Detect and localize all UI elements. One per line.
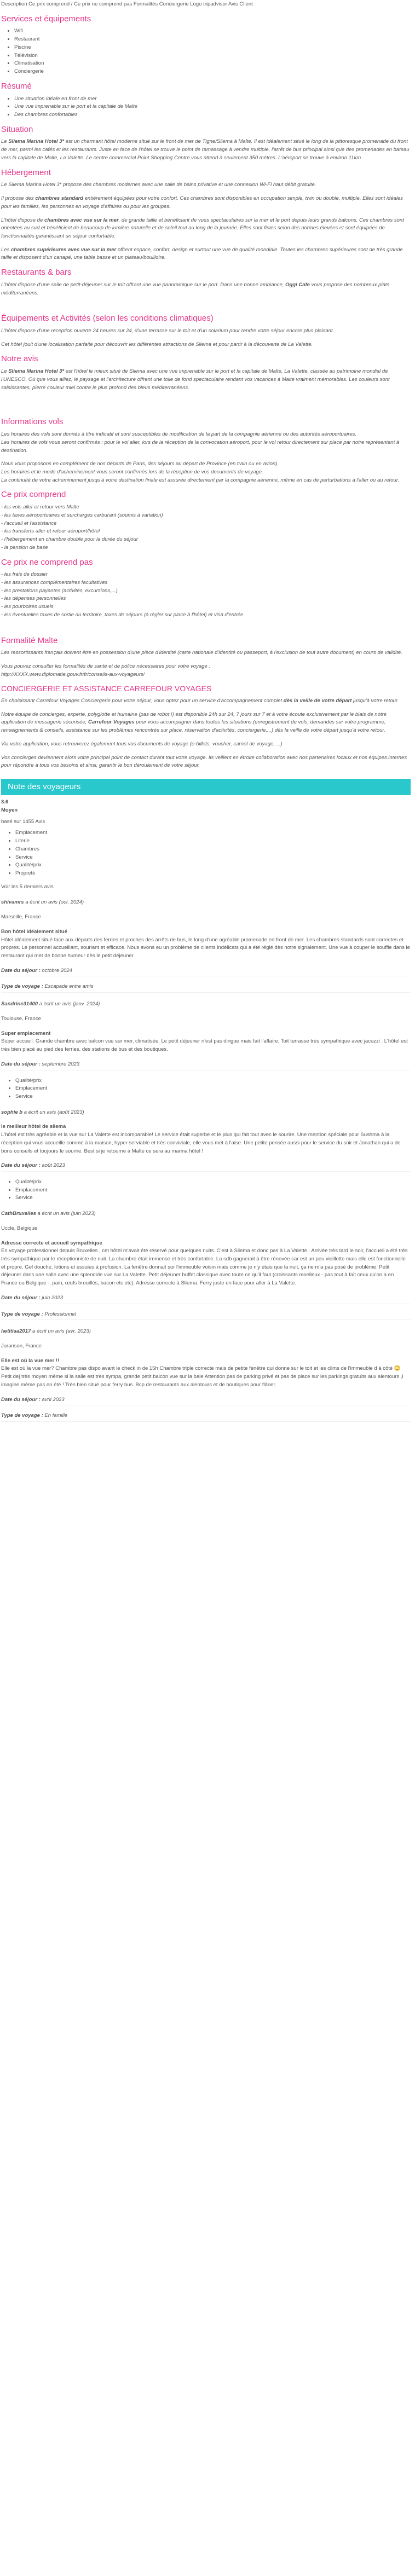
list-item: - les taxes aéroportuaires et surcharges carburant (soumis à variation)	[1, 512, 163, 518]
list-item: - les pourboires usuels	[1, 604, 54, 610]
hebergement-paragraph: L'hôtel dispose de chambres avec vue sur la mer, de grande taille et bénéficiant de vues spectaculaires sur la mer et le port depuis leurs grands balcons. Ces chambres sont orientées au sud et bénéficient de beaucoup de lumière naturelle et de soleil tout au long de la journée. Elles sont finies selon des normes élevées et sont équipées de fonctionnalités garantissant un séjour confortable.	[1, 217, 404, 239]
list-item: • Télévision	[14, 52, 411, 60]
review-criteria-list	[15, 1178, 411, 1202]
review-trip-type: Type de voyage : Escapade entre amis	[1, 983, 411, 993]
review-item: CathBruxelles a écrit un avis (juin 2023) Uccle, Belgique Adresse correcte et accueil sympathique En voyage professionnel depuis Bruxelles , cet hôtel m'avait été réservé pour quelques nuits. C'est à Sliema et donc pas à La Valette . Arrivée très tard le soir, l'accueil a été très très sympathique par le réceptionniste de nuit. La chambre était immense et très confortable. La sdb gagnerait à être rénovée car est un peu vieillotte mais elle est fonctionnelle et propre. Gel douche, lotions et essuies à profusion. La fenêtre donnait sur l'immeuble voisin mais comme je n'y étais que la nuit, ça ne m'a pas posé de problème. Petit déjeuner dans une salle avec une splendide vue sur La Valette. Petit déjeuner buffet classique avec toute ce qu'il faut (croissants moelleux - pas tout à fait ceux qu'on a en France ou Belgique -, pain, œufs brouillés, bacon etc etc). Adresse correcte à Sliema. Ferry juste en face pour aller à La Valette. Date du séjour : juin 2023 Type de voyage : Professionnel	[1, 1210, 411, 1320]
review-trip-type: Type de voyage : Professionnel	[1, 1311, 411, 1321]
list-item: • Wifi	[14, 27, 411, 36]
rating-basis: basé sur 1455 Avis	[1, 818, 45, 825]
list-item: - la pension de base	[1, 544, 48, 551]
notre-avis-title: Notre avis	[1, 354, 38, 364]
list-item: - l'accueil et l'assistance	[1, 520, 57, 526]
list-item: • Piscine	[14, 44, 411, 52]
resume-title: Résumé	[1, 81, 32, 91]
services-list	[14, 27, 411, 76]
formalites-paragraph: Vous pouvez consulter les formalités de santé et de police nécessaires pour votre voyage : http://XXXX.www.diplomatie.gouv.fr/fr/conseils-aux-voyageurs/	[1, 663, 210, 678]
list-item: - les transferts aller et retour aéroport/hôtel	[1, 528, 100, 535]
list-item: - l'hébergement en chambre double pour la durée du séjour	[1, 536, 139, 543]
hebergement-paragraph: Le Sliema Marina Hotel 3* propose des chambres modernes avec une salle de bains privative et une connexion Wi-Fi haut débit gratuite.	[1, 182, 316, 188]
notre-avis-paragraph: Le Sliema Marina Hotel 3* est l'hôtel le mieux situé de Sliema avec une vue imprenable sur le port et la capitale de Malte, La Valette, classée au patrimoine mondial de l'UNESCO. Où que vous alliez, le paysage et l'architecture offrent une toile de fond spectaculaire rendant vos vacances à Malte vraiment mémorables. Les couleurs sont saisissantes, pierre couleur miel contre le plus profond des bleus méditerranéens.	[1, 368, 390, 391]
prix-ne-comprend-list	[1, 571, 411, 619]
hotel-name: Sliema Marina Hotel 3*	[8, 138, 65, 145]
list-item: • Literie	[15, 837, 411, 846]
review-item: sophie b a écrit un avis (août 2023) le meilleur hôtel de sliema L'hôtel est très agréable et la vue sur La Valette est incomparable! Le service était superbe et le plus qui fait tout avec le sourire. Une mention spéciale pour Sushma à la réception qui vous accueille comme à la maison, hyper serviable et très conviviale, elle vous met à l'aise. Une petite pensée aussi pour le service du soir et Jonathan qui a de bons conseils et toujours le sourire. Best si je retourne à Malte ce sera au marina hôtel ! Date du séjour : août 2023 • Qualité/prix • Emplacement • Service	[1, 1109, 411, 1202]
prix-comprend-list	[1, 503, 411, 552]
review-title: Super emplacement	[1, 1030, 51, 1037]
list-item: • Qualité/prix	[15, 861, 411, 870]
formalites-link[interactable]: http://XXXX.www.diplomatie.gouv.fr/fr/conseils-aux-voyageurs/	[1, 671, 145, 678]
list-item: • Chambres	[15, 846, 411, 854]
review-text: En voyage professionnel depuis Bruxelles , cet hôtel m'avait été réservé pour quelques nuits. C'est à Sliema et donc pas à La Valette . Arrivée très tard le soir, l'accueil a été très très sympathique par le réceptionniste de nuit. La chambre était immense et très confortable. La sdb gagnerait à être rénovée car est un peu vieillotte mais elle est fonctionnelle et propre. Gel douche, lotions et essuies à profusion. La fenêtre donnait sur l'immeuble voisin mais comme je n'y étais que la nuit, ça ne m'a pas posé de problème. Petit déjeuner dans une salle avec une splendide vue sur La Valette. Petit déjeuner buffet classique avec toute ce qu'il faut (croissants moelleux - pas tout à fait ceux qu'on a en France ou Belgique -, pain, œufs brouillés, bacon etc etc). Adresse correcte à Sliema. Ferry juste en face pour aller à La Valette.	[1, 1248, 408, 1287]
list-item: • Une situation idéale en front de mer	[14, 95, 411, 103]
review-item: shivamrs a écrit un avis (oct. 2024) Marseille, France Bon hôtel idéalement situé Hôtel idéalement situé face aux départs des ferries et proches des arrêts de bus, le long d'une agréable promenade en front de mer. Les chambres standards sont correctes et propres. Le personnel accueillant, souriant et efficace. Nous avons eu un problème de clients indélicats qui a été réglé dès notre signalement. Une vue à couper le souffle dans le restaurant qui met de bonne humeur dès le petit déjeuner. Date du séjour : octobre 2024 Type de voyage : Escapade entre amis	[1, 899, 411, 993]
hebergement-paragraph: Les chambres supérieures avec vue sur la mer offrent espace, confort, design et surtout une vue de qualité mondiale. Toutes les chambres supérieures sont de très grande taille et disposent d'un canapé, une table basse et un plateau/bouilloire.	[1, 246, 403, 261]
list-item: • Conciergerie	[14, 68, 411, 76]
informations-paragraph: Les horaires des vols sont donnés à titre indicatif et sont susceptibles de modification de la part de la compagnie aérienne ou des autorités aéroportuaires. Les horaires de vols vous seront confirmés : pour le vol aller, lors de la réception de la convocation aéroport, pour le vol retour directement sur place par notre représentant à destination.	[1, 431, 400, 454]
list-item: • Service	[15, 1194, 411, 1202]
list-item: - les vols aller et retour vers Malte	[1, 504, 79, 511]
situation-title: Situation	[1, 124, 33, 134]
situation-paragraph: Le Sliema Marina Hotel 3* est un charmant hôtel moderne situé sur le front de mer de Tigne/Sliema à Malte. Il est idéalement situé le long de la pittoresque promenade du front de mer, parmi les cafés et les restaurants. Juste en face de l'hôtel se trouve le point de ramassage à vendre multiple, l'arrêt de bus principal ainsi que des promenades en bateau vers la capitale de Malte, La Valette. Le centre commercial Point Shopping Centre vous attend à seulement 350 mètres. L'aéroport se trouve à environ 11km.	[1, 138, 410, 161]
list-item: • Restaurant	[14, 36, 411, 44]
top-navigation-line[interactable]: Description Ce prix comprend / Ce prix ne comprend pas Formalités Conciergerie Logo tripadvisor Avis Client	[1, 1, 253, 7]
formalites-paragraph: Les ressortissants français doivent être en possession d'une pièce d'identité (carte nationale d'identité ou passeport, à l'exclusion de tout autre document) en cours de validité.	[1, 650, 402, 656]
list-item: • Qualité/prix	[15, 1178, 411, 1186]
list-item: • Une vue imprenable sur le port et la capitale de Malte	[14, 103, 411, 111]
list-item: • Service	[15, 1093, 411, 1101]
conciergerie-paragraph: Notre équipe de concierges, experte, polyglotte et humaine (pas de robot !) est disponible 24h sur 24, 7 jours sur 7 et à votre écoute exclusivement par le biais de notre application de messagerie sécurisée, Carrefour Voyages pour vous accompagner dans toutes les situations (enregistrement de vols, demandes sur votre programme, renseignements & conseils, assistance sur les problèmes rencontrés sur place, réservation d'activités, conciergerie,...) dès la veille de votre départ jusqu'à votre retour.	[1, 711, 387, 734]
list-item: - les assurances complémentaires facultatives	[1, 579, 108, 586]
restaurants-paragraph: L'hôtel dispose d'une salle de petit-déjeuner sur le toit offrant une vue panoramique sur le port. Dans une bonne ambiance, Oggi Cafe vous propose des nombreux plats méditerranéens.	[1, 281, 390, 296]
review-text: Elle est où la vue mer? Chambre pas dispo avant le check in de 15h Chambre triple correcte mais de petite fenêtre qui donne sur le toit et les clims de l'immeuble d à côté 😳 Petit dej très moyen même si la salle est très sympa, grande petit balcon vue sur la baie Attention pas de parking privé et pas de place sur les parkings gratuits aux alentours ,l imagine même pas en été ! Très bien situé pour ferry bus. Bcp de restaurants aux alentours et de boutiques pour flâner.	[1, 1365, 404, 1388]
services-title: Services et équipements	[1, 14, 91, 24]
list-item: • Emplacement	[15, 829, 411, 837]
list-item: • Des chambres confortables	[14, 111, 411, 119]
review-author: sophie b	[1, 1109, 23, 1115]
prix-comprend-title: Ce prix comprend	[1, 490, 66, 500]
review-text: Super accueil. Grande chambre avec balcon vue sur mer, climatisée. Le petit déjeuner n'est pas dingue mais fait l'affaire. Toit terrasse très sympathique avec jacuzzi . L'hôtel est très bien placé au pied des ferries, des stations de bus et des boutiques.	[1, 1038, 408, 1053]
review-title: le meilleur hôtel de sliema	[1, 1124, 66, 1130]
informations-vols-title: Informations vols	[1, 417, 64, 427]
rating-label: Moyen	[1, 807, 18, 813]
review-item: Sandrine31400 a écrit un avis (janv. 2024) Toulouse, France Super emplacement Super accueil. Grande chambre avec balcon vue sur mer, climatisée. Le petit déjeuner n'est pas dingue mais fait l'affaire. Toit terrasse très sympathique avec jacuzzi . L'hôtel est très bien placé au pied des ferries, des stations de bus et des boutiques. Date du séjour : septembre 2023 • Qualité/prix • Emplacement • Service	[1, 1000, 411, 1101]
review-title: Adresse correcte et accueil sympathique	[1, 1240, 102, 1246]
review-criteria-list	[15, 1077, 411, 1101]
conciergerie-title: CONCIERGERIE ET ASSISTANCE CARREFOUR VOYAGES	[1, 684, 212, 693]
review-stay-date: Date du séjour : août 2023	[1, 1162, 411, 1172]
equipements-paragraph: Cet hôtel jouit d'une localisation parfaite pour découvrir les différentes attractions de Sliema et pour partir à la découverte de La Valette.	[1, 341, 313, 348]
conciergerie-paragraph: En choisissant Carrefour Voyages Conciergerie pour votre séjour, vous optez pour un service d'accompagnement complet dès la veille de votre départ jusqu'à votre retour.	[1, 697, 399, 704]
review-author: shivamrs	[1, 899, 24, 906]
review-place: Juranson, France	[1, 1343, 42, 1350]
review-stay-date: Date du séjour : octobre 2024	[1, 967, 411, 977]
review-text: Hôtel idéalement situé face aux départs des ferries et proches des arrêts de bus, le long d'une agréable promenade en front de mer. Les chambres standards sont correctes et propres. Le personnel accueillant, souriant et efficace. Nous avons eu un problème de clients indélicats qui a été réglé dès notre signalement. Une vue à couper le souffle dans le restaurant qui met de bonne humeur dès le petit déjeuner.	[1, 936, 410, 959]
list-item: - les frais de dossier	[1, 571, 48, 578]
review-title: Bon hôtel idéalement situé	[1, 928, 67, 935]
rating-score: 3.6	[1, 799, 9, 806]
review-title: Elle est où la vue mer !!	[1, 1357, 60, 1364]
list-item: - les éventuelles taxes de sortie du territoire, taxes de séjours (à régler sur place à l'hôtel) et visa d'entrée	[1, 611, 244, 618]
hebergement-paragraph: Il propose des chambres standard entièrement équipées pour votre confort. Ces chambres sont disponibles en occupation simple, twin ou double, multiple. Elles sont idéales pour les familles, les personnes en voyage d'affaires ou pour les groupes.	[1, 195, 404, 210]
list-item: • Emplacement	[15, 1085, 411, 1093]
review-stay-date: Date du séjour : septembre 2023	[1, 1061, 411, 1070]
list-item: - les prestations payantes (activités, excursions,...)	[1, 587, 118, 594]
review-place: Marseille, France	[1, 914, 41, 921]
review-place: Toulouse, France	[1, 1015, 41, 1022]
list-item: • Propreté	[15, 870, 411, 878]
review-author: CathBruxelles	[1, 1211, 36, 1217]
review-stay-date: Date du séjour : juin 2023	[1, 1294, 411, 1304]
review-author: Sandrine31400	[1, 1001, 38, 1008]
conciergerie-paragraph: Vos concierges deviennent alors votre principal point de contact durant tout votre voyage. Ils veillent en étroite collaboration avec nos partenaires locaux et nos équipes internes pour répondre à tous vos besoins et ainsi, garantir le bon déroulement de votre séjour.	[1, 754, 407, 769]
informations-paragraph: Nous vous proposons en complément de nos départs de Paris, des séjours au départ de Province (en train ou en avion). Les horaires et le mode d'acheminement vous seront confirmés lors de la réception de vos documents de voyage. La continuité de votre acheminement jusqu'à votre destination finale est assurée directement par la compagnie aérienne, même en cas de perturbations à l'aller ou au retour.	[1, 461, 400, 483]
review-text: L'hôtel est très agréable et la vue sur La Valette est incomparable! Le service était superbe et le plus qui fait tout avec le sourire. Une mention spéciale pour Sushma à la réception qui vous accueille comme à la maison, hyper serviable et très conviviale, elle vous met à l'aise. Une petite pensée aussi pour le service du soir et Jonathan qui a de bons conseils et toujours le sourire. Best si je retourne à Malte ce sera au marina hôtel !	[1, 1132, 401, 1154]
restaurants-title: Restaurants & bars	[1, 268, 72, 277]
review-place: Uccle, Belgique	[1, 1225, 38, 1231]
review-trip-type: Type de voyage : En famille	[1, 1412, 411, 1422]
formalites-title: Formalité Malte	[1, 635, 58, 645]
equipements-paragraph: L'hôtel dispose d'une réception ouverte 24 heures sur 24, d'une terrasse sur le toit et d'un solarium pour rendre votre séjour encore plus plaisant.	[1, 328, 335, 334]
review-item: lætitiaa2017 a écrit un avis (avr. 2023) Juranson, France Elle est où la vue mer !! Elle est où la vue mer? Chambre pas dispo avant le check in de 15h Chambre triple correcte mais de petite fenêtre qui donne sur le toit et les clims de l'immeuble d à côté 😳 Petit dej très moyen même si la salle est très sympa, grande petit balcon vue sur la baie Attention pas de parking privé et pas de place sur les parkings gratuits aux alentours ,l imagine même pas en été ! Très bien situé pour ferry bus. Bcp de restaurants aux alentours et de boutiques pour flâner. Date du séjour : avril 2023 Type de voyage : En famille	[1, 1328, 411, 1422]
list-item: - les dépenses personnelles	[1, 595, 66, 602]
review-stay-date: Date du séjour : avril 2023	[1, 1396, 411, 1406]
rating-criteria-list	[15, 829, 411, 877]
equipements-title: Équipements et Activités (selon les conditions climatiques)	[1, 314, 214, 323]
list-item: • Qualité/prix	[15, 1077, 411, 1085]
hebergement-title: Hébergement	[1, 167, 51, 177]
prix-ne-comprend-title: Ce prix ne comprend pas	[1, 557, 93, 567]
review-author: lætitiaa2017	[1, 1328, 31, 1335]
notes-band: Note des voyageurs	[1, 779, 411, 795]
resume-list	[14, 95, 411, 119]
list-item: • Emplacement	[15, 1186, 411, 1195]
list-item: • Climatisation	[14, 60, 411, 68]
list-item: • Service	[15, 854, 411, 862]
see-all-reviews-link[interactable]: Voir les 5 derniers avis	[1, 883, 54, 890]
conciergerie-paragraph: Via votre application, vous retrouverez également tous vos documents de voyage (e-billets, voucher, carnet de voyage, ...)	[1, 740, 283, 747]
